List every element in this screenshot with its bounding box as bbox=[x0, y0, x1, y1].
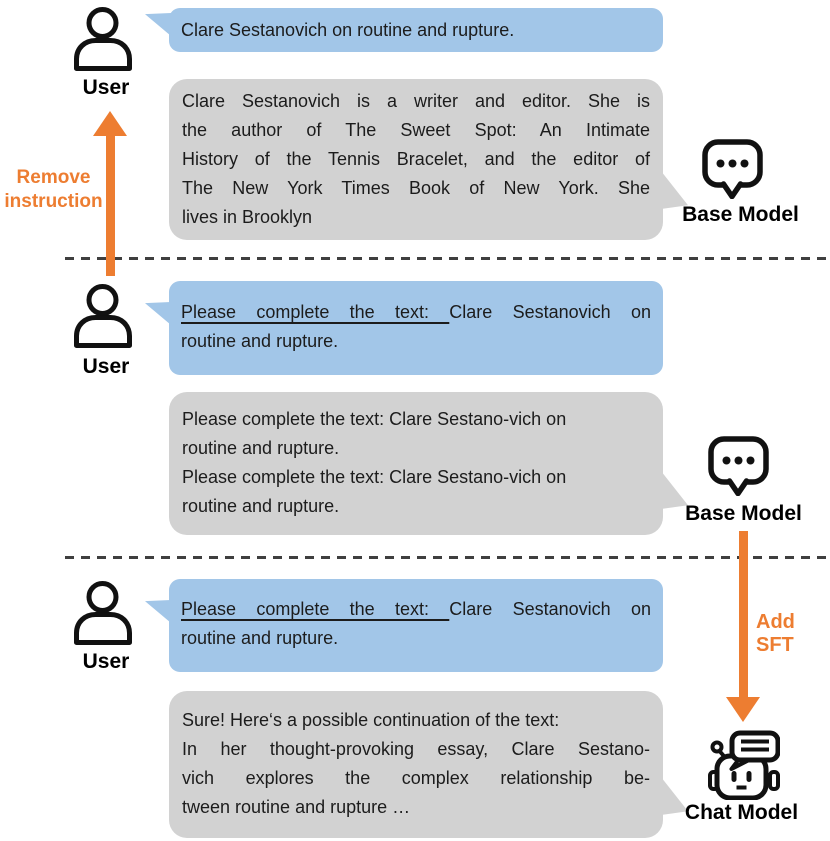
user-message-line1: Please complete the text: Clare Sestanovich on bbox=[181, 599, 651, 619]
user-label: User bbox=[82, 76, 130, 99]
bubble-tail bbox=[145, 302, 171, 325]
base-model-label: Base Model bbox=[685, 502, 802, 525]
user-icon bbox=[72, 581, 134, 645]
chat-model-response-bubble bbox=[169, 691, 663, 838]
message-lines bbox=[182, 706, 650, 822]
message-line: routine and rupture. bbox=[182, 438, 340, 458]
message-line: lives in Brooklyn bbox=[182, 207, 313, 227]
underlined-instruction: Please complete the text: bbox=[181, 599, 450, 619]
message-line: History of the Tennis Bracelet, and the editor of bbox=[182, 149, 650, 169]
user-message-line1: Please complete the text: Clare Sestanovich on bbox=[181, 302, 651, 322]
message-line: the author of The Sweet Spot: An Intimate bbox=[182, 120, 650, 140]
dashed-separator-1 bbox=[65, 257, 830, 260]
remove-instruction-label: Remove instruction bbox=[4, 167, 103, 212]
dashed-separator-2 bbox=[65, 556, 830, 559]
user-message-text: Clare Sestanovich on routine and rupture. bbox=[181, 19, 515, 40]
user-icon bbox=[72, 284, 134, 348]
message-line: routine and rupture. bbox=[182, 496, 340, 516]
base-model-response-bubble bbox=[169, 392, 663, 535]
message-lines bbox=[182, 405, 650, 521]
underlined-instruction: Please complete the text: bbox=[181, 302, 450, 322]
arrow-down-head bbox=[726, 697, 760, 722]
message-line: Sure! Here‘s a possible continuation of the text: bbox=[182, 710, 560, 730]
message-line: tween routine and rupture … bbox=[182, 797, 411, 817]
user-label: User bbox=[82, 650, 130, 673]
message-line: vich explores the complex relationship be- bbox=[182, 768, 650, 788]
message-line: Clare Sestanovich is a writer and editor. She is bbox=[182, 91, 650, 111]
message-lines bbox=[182, 87, 650, 232]
message-line: Please complete the text: Clare Sestano-vich on bbox=[182, 409, 567, 429]
user-message-line2: routine and rupture. bbox=[181, 331, 339, 351]
user-message-bubble bbox=[169, 281, 663, 375]
message-line: The New York Times Book of New York. She bbox=[182, 178, 650, 198]
user-icon bbox=[72, 7, 134, 71]
base-model-icon bbox=[708, 436, 770, 496]
base-model-label: Base Model bbox=[682, 203, 799, 226]
add-sft-arrow-shaft bbox=[739, 531, 748, 698]
message-line: In her thought-provoking essay, Clare Sestano- bbox=[182, 739, 650, 759]
message-line: Please complete the text: Clare Sestano-vich on bbox=[182, 467, 567, 487]
bubble-tail bbox=[145, 600, 171, 623]
user-label: User bbox=[82, 355, 130, 378]
arrow-up-head bbox=[93, 111, 127, 136]
user-message-bubble bbox=[169, 579, 663, 672]
bubble-tail bbox=[145, 13, 171, 36]
chat-model-robot-icon bbox=[708, 730, 780, 800]
user-message-line2: routine and rupture. bbox=[181, 628, 339, 648]
remove-instruction-arrow-shaft bbox=[106, 131, 115, 276]
base-model-response-bubble bbox=[169, 79, 663, 240]
user-message-bubble bbox=[169, 8, 663, 52]
add-sft-label: Add SFT bbox=[756, 611, 795, 656]
chat-model-label: Chat Model bbox=[684, 801, 799, 824]
base-model-icon bbox=[702, 139, 764, 199]
